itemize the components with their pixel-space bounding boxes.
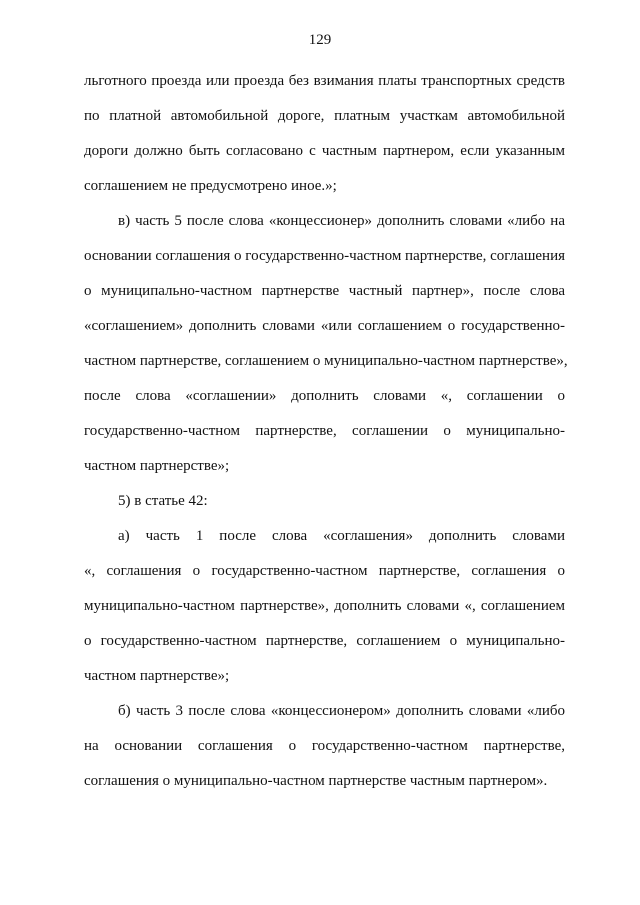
text-line: а) часть 1 после слова «соглашения» дополнить словами (118, 528, 565, 544)
text-line: б) часть 3 после слова «концессионером» дополнить словами «либо (118, 703, 565, 719)
text-line: государственно-частном партнерстве, соглашении о муниципально- (84, 423, 565, 439)
text-line: 5) в статье 42: (118, 493, 208, 509)
document-body (84, 64, 568, 799)
text-line: дороги должно быть согласовано с частным партнером, если указанным (84, 143, 565, 159)
text-line: частном партнерстве, соглашением о муниципально-частном партнерстве», (84, 353, 568, 369)
text-line: частном партнерстве»; (84, 668, 230, 684)
text-line: муниципально-частном партнерстве», дополнить словами «, соглашением (84, 598, 565, 614)
text-line: после слова «соглашении» дополнить словами «, соглашении о (84, 388, 565, 404)
page-number: 129 (308, 32, 332, 48)
text-line: о государственно-частном партнерстве, соглашением о муниципально- (84, 633, 565, 649)
text-line: соглашением не предусмотрено иное.»; (84, 178, 337, 194)
paragraph-item-5 (84, 484, 565, 519)
text-line: льготного проезда или проезда без взимания платы транспортных средств (84, 73, 565, 89)
text-line: «, соглашения о государственно-частном партнерстве, соглашения о (84, 563, 565, 579)
text-line: соглашения о муниципально-частном партнерстве частным партнером». (84, 773, 548, 789)
paragraph-item-a (84, 519, 565, 694)
text-line: в) часть 5 после слова «концессионер» дополнить словами «либо на (118, 213, 565, 229)
text-line: о муниципально-частном партнерстве частный партнер», после слова (84, 283, 565, 299)
text-line: «соглашением» дополнить словами «или соглашением о государственно- (84, 318, 565, 334)
paragraph-item-v (84, 204, 568, 484)
text-line: частном партнерстве»; (84, 458, 230, 474)
text-line: на основании соглашения о государственно-частном партнерстве, (84, 738, 565, 754)
paragraph-continuation (84, 64, 565, 204)
text-line: основании соглашения о государственно-частном партнерстве, соглашения (84, 248, 566, 264)
text-line: по платной автомобильной дороге, платным участкам автомобильной (84, 108, 565, 124)
paragraph-item-b (84, 694, 565, 799)
